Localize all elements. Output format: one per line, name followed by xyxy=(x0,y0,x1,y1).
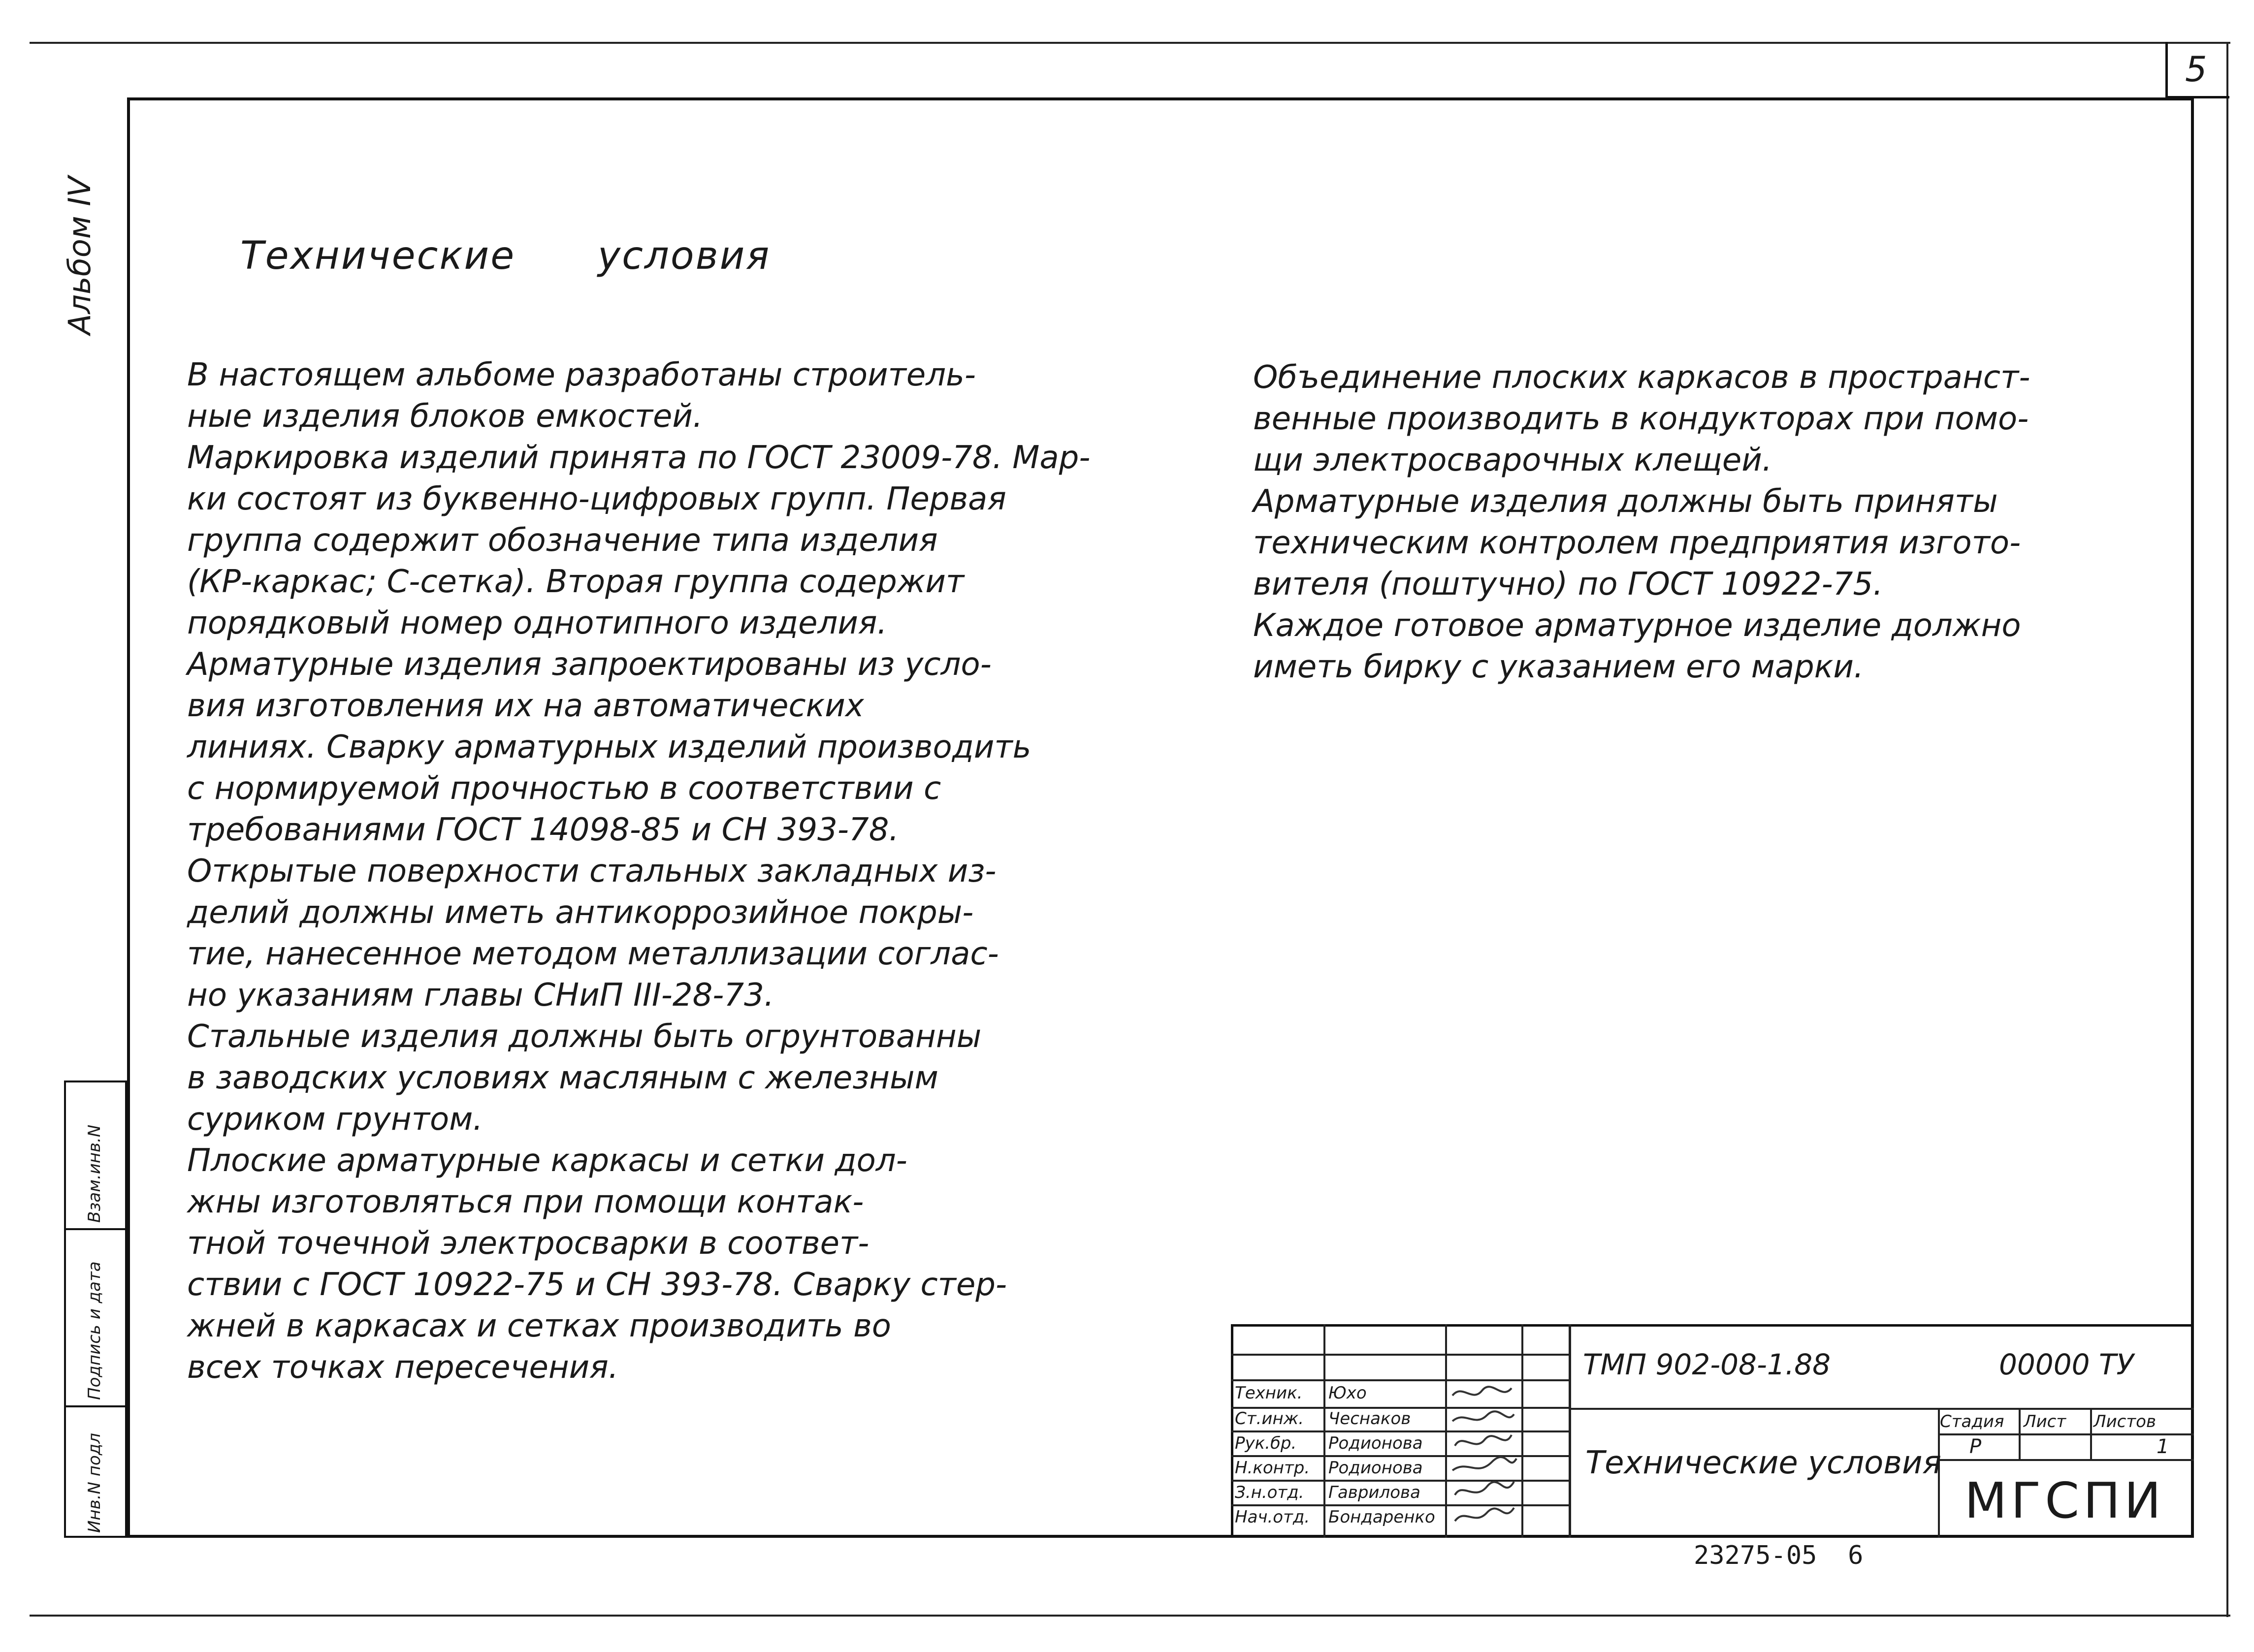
side-label-inv: Инв.N подл xyxy=(85,1432,104,1533)
archive-number: 23275-05 6 xyxy=(1694,1541,1864,1570)
right-text-column xyxy=(1253,357,2030,688)
stage-value: Р xyxy=(1969,1435,1982,1458)
text-line: Объединение плоских каркасов в пространст- xyxy=(1253,359,2030,396)
text-line: линиях. Сварку арматурных изделий производить xyxy=(187,729,1031,765)
side-cell-signature xyxy=(64,1228,127,1407)
text-line: Плоские арматурные каркасы и сетки дол- xyxy=(187,1143,907,1179)
person-name: Чеснаков xyxy=(1328,1409,1411,1429)
side-cell-replace xyxy=(64,1080,127,1230)
person-name: Родионова xyxy=(1328,1458,1423,1478)
text-line: жней в каркасах и сетках производить во xyxy=(187,1308,891,1344)
album-label: Альбом IV xyxy=(62,176,97,335)
text-line: суриком грунтом. xyxy=(187,1101,483,1138)
bottom-trim-line xyxy=(30,1615,2230,1617)
sheets-header: Листов xyxy=(2093,1412,2157,1431)
person-name: Гаврилова xyxy=(1328,1483,1420,1502)
signature-grid xyxy=(1231,1324,1571,1538)
text-line: в заводских условиях масляным с железным xyxy=(187,1060,938,1096)
role-label: Н.контр. xyxy=(1235,1458,1310,1478)
stamp-divider xyxy=(2090,1408,2092,1459)
text-line: Арматурные изделия запроектированы из усло- xyxy=(187,646,992,683)
text-line: ки состоят из буквенно-цифровых групп. Первая xyxy=(187,481,1006,517)
text-line: с нормируемой прочностью в соответствии с xyxy=(187,770,941,807)
text-line: вителя (поштучно) по ГОСТ 10922-75. xyxy=(1253,566,1883,603)
side-label-signature: Подпись и дата xyxy=(85,1261,104,1400)
role-label: Ст.инж. xyxy=(1235,1409,1304,1429)
sheet-header: Лист xyxy=(2024,1412,2066,1431)
role-label: З.н.отд. xyxy=(1235,1483,1304,1502)
grid-line xyxy=(1569,1324,1571,1538)
person-name: Юхо xyxy=(1328,1383,1367,1403)
grid-line xyxy=(1323,1324,1325,1538)
document-code: ТМП 902-08-1.88 xyxy=(1583,1348,1831,1381)
organization-name: МГСПИ xyxy=(1964,1472,2165,1529)
grid-line xyxy=(1521,1324,1523,1538)
role-label: Нач.отд. xyxy=(1235,1507,1310,1527)
person-name: Бондаренко xyxy=(1328,1507,1435,1527)
text-line: техническим контролем предприятия изгото- xyxy=(1253,525,2021,561)
role-label: Техник. xyxy=(1235,1383,1303,1403)
text-line: Открытые поверхности стальных закладных из- xyxy=(187,853,997,890)
text-line: Стальные изделия должны быть огрунтованны xyxy=(187,1018,982,1055)
binding-strip xyxy=(64,1080,127,1538)
left-text-column xyxy=(187,354,1090,1388)
text-line: ные изделия блоков емкостей. xyxy=(187,398,703,435)
text-line: щи электросварочных клещей. xyxy=(1253,442,1772,478)
signature-marks xyxy=(1448,1381,1521,1536)
text-line: жны изготовляться при помощи контак- xyxy=(187,1184,864,1220)
text-line: но указаниям главы СНиП III-28-73. xyxy=(187,977,774,1014)
page-title: Технические условия xyxy=(240,234,771,278)
text-line: (КР-каркас; С-сетка). Вторая группа содержит xyxy=(187,564,965,600)
top-trim-line xyxy=(30,42,2230,44)
person-name: Родионова xyxy=(1328,1433,1423,1453)
stamp-divider xyxy=(1938,1459,2194,1461)
page-number: 5 xyxy=(2185,49,2207,90)
text-line: Арматурные изделия должны быть приняты xyxy=(1253,483,1998,520)
grid-line xyxy=(1445,1324,1447,1538)
text-line: группа содержит обозначение типа изделия xyxy=(187,522,938,559)
text-line: Маркировка изделий принята по ГОСТ 23009-78. Мар- xyxy=(187,440,1091,476)
grid-line xyxy=(1231,1354,1571,1356)
side-cell-inv xyxy=(64,1405,127,1538)
text-line: иметь бирку с указанием его марки. xyxy=(1253,649,1864,685)
text-line: требованиями ГОСТ 14098-85 и СН 393-78. xyxy=(187,812,899,848)
text-line: порядковый номер однотипного изделия. xyxy=(187,605,887,641)
side-label-replace: Взам.инв.N xyxy=(85,1124,104,1223)
text-line: Каждое готовое арматурное изделие должно xyxy=(1253,607,2021,644)
right-trim-line xyxy=(2226,42,2228,1617)
document-name: Технические условия xyxy=(1585,1445,1942,1481)
text-line: всех точках пересечения. xyxy=(187,1349,619,1386)
text-line: тной точечной электросварки в соответ- xyxy=(187,1225,869,1262)
text-line: тие, нанесенное методом металлизации соглас- xyxy=(187,936,999,972)
text-line: вия изготовления их на автоматических xyxy=(187,688,864,724)
role-label: Рук.бр. xyxy=(1235,1433,1297,1453)
text-line: делий должны иметь антикоррозийное покры- xyxy=(187,894,974,931)
text-line: В настоящем альбоме разработаны строитель- xyxy=(187,357,976,393)
stamp-divider xyxy=(2019,1408,2021,1459)
stage-header: Стадия xyxy=(1940,1412,2004,1431)
document-code-suffix: 00000 ТУ xyxy=(1999,1348,2134,1381)
text-line: венные производить в кондукторах при помо- xyxy=(1253,401,2029,437)
sheets-value: 1 xyxy=(2157,1435,2169,1458)
text-line: ствии с ГОСТ 10922-75 и СН 393-78. Сварку стер- xyxy=(187,1267,1007,1303)
stamp-divider xyxy=(1571,1408,2194,1410)
